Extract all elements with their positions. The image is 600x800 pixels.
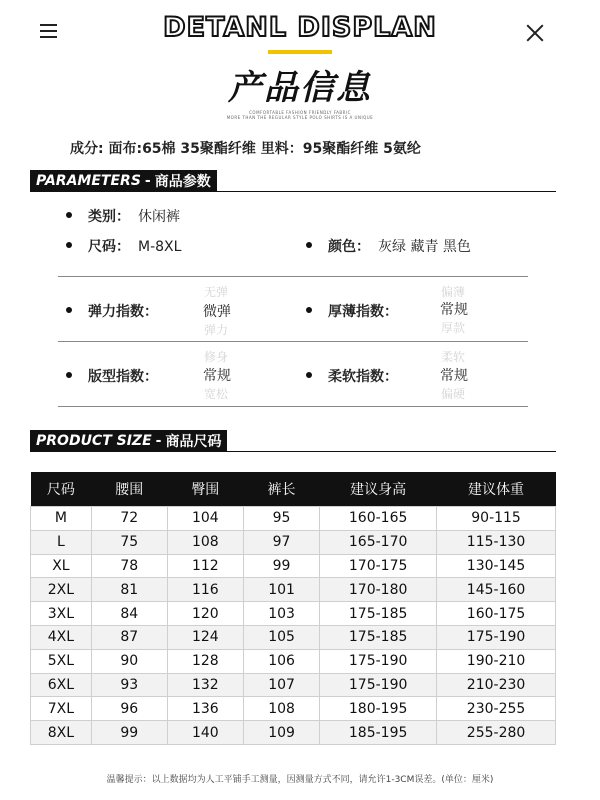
composition-text: 成分: 面布:65棉 35聚酯纤维 里料：95聚酯纤维 5氨纶 [70, 141, 421, 157]
fit-value: 常规 [203, 368, 231, 384]
brand-logo-text: DETANL DISPLAN [163, 12, 437, 43]
table-header-cell: 腰围 [91, 472, 167, 507]
divider-line [58, 276, 528, 277]
table-cell: 230-255 [437, 697, 556, 721]
fit-option-below: 宽松 [204, 387, 229, 401]
bullet-dot [306, 307, 312, 313]
table-cell: 8XL [31, 721, 92, 745]
table-cell: 170-180 [320, 578, 437, 602]
table-row [31, 554, 556, 578]
table-cell: 108 [243, 697, 319, 721]
table-cell: 7XL [31, 697, 92, 721]
table-cell: 255-280 [437, 721, 556, 745]
table-cell: 95 [243, 507, 319, 531]
table-cell: M [31, 507, 92, 531]
divider-line [58, 341, 528, 342]
section-underline [30, 451, 556, 452]
table-cell: XL [31, 554, 92, 578]
table-cell: 116 [167, 578, 243, 602]
table-cell: 128 [167, 649, 243, 673]
table-cell: 99 [91, 721, 167, 745]
table-cell: 145-160 [437, 578, 556, 602]
table-header-cell: 建议身高 [320, 472, 437, 507]
bullet-dot [66, 372, 72, 378]
bullet-dot [66, 212, 72, 218]
table-cell: 96 [91, 697, 167, 721]
table-cell: 130-145 [437, 554, 556, 578]
section-dash: - [155, 433, 162, 449]
section-title-cn: 商品尺码 [165, 434, 222, 450]
table-cell: 105 [243, 625, 319, 649]
table-cell: 160-165 [320, 507, 437, 531]
table-cell: 90 [91, 649, 167, 673]
table-header-row [31, 472, 556, 507]
table-cell: 136 [167, 697, 243, 721]
table-cell: 175-190 [320, 649, 437, 673]
table-cell: 81 [91, 578, 167, 602]
table-cell: 4XL [31, 625, 92, 649]
table-cell: 6XL [31, 673, 92, 697]
table-row [31, 625, 556, 649]
softness-option-below: 偏硬 [441, 387, 466, 401]
table-cell: 108 [167, 530, 243, 554]
table-row [31, 578, 556, 602]
table-row [31, 721, 556, 745]
table-cell: 140 [167, 721, 243, 745]
table-cell: 72 [91, 507, 167, 531]
section-title-en: PARAMETERS [36, 173, 141, 189]
table-cell: 160-175 [437, 602, 556, 626]
table-row [31, 673, 556, 697]
param-fit: 版型指数： [66, 366, 158, 386]
size-table [30, 472, 556, 745]
table-cell: 2XL [31, 578, 92, 602]
table-cell: 75 [91, 530, 167, 554]
table-cell: L [31, 530, 92, 554]
table-cell: 90-115 [437, 507, 556, 531]
subtitle-en-line-2: MORE THAN THE REGULAR STYLE POLO SHIRTS IS A UNIQUE [226, 115, 374, 120]
table-cell: 120 [167, 602, 243, 626]
table-cell: 175-190 [320, 673, 437, 697]
bullet-dot [66, 307, 72, 313]
bullet-dot [66, 242, 72, 248]
table-cell: 99 [243, 554, 319, 578]
section-underline [30, 191, 556, 192]
table-cell: 103 [243, 602, 319, 626]
table-cell: 78 [91, 554, 167, 578]
brand-underline [268, 50, 332, 54]
softness-value: 常规 [440, 368, 468, 384]
elasticity-option-above: 无弹 [204, 285, 229, 299]
table-cell: 175-185 [320, 625, 437, 649]
param-elasticity: 弹力指数： [66, 301, 158, 321]
table-cell: 175-190 [437, 625, 556, 649]
table-cell: 210-230 [437, 673, 556, 697]
table-header-cell: 裤长 [243, 472, 319, 507]
table-header-cell: 尺码 [31, 472, 92, 507]
bullet-dot [306, 242, 312, 248]
table-cell: 112 [167, 554, 243, 578]
fit-option-above: 修身 [204, 350, 229, 364]
table-cell: 124 [167, 625, 243, 649]
param-category: 类别： 休闲裤 [66, 206, 180, 226]
table-cell: 106 [243, 649, 319, 673]
table-cell: 84 [91, 602, 167, 626]
table-row [31, 507, 556, 531]
bullet-dot [306, 372, 312, 378]
table-cell: 190-210 [437, 649, 556, 673]
parameters-section-header [30, 170, 217, 192]
table-cell: 115-130 [437, 530, 556, 554]
section-title-cn: 商品参数 [154, 174, 211, 190]
table-cell: 104 [167, 507, 243, 531]
table-header-cell: 臀围 [167, 472, 243, 507]
top-bar [0, 0, 600, 70]
table-cell: 185-195 [320, 721, 437, 745]
size-section-header [30, 430, 227, 452]
thickness-option-below: 厚款 [441, 321, 466, 335]
table-row [31, 530, 556, 554]
table-cell: 93 [91, 673, 167, 697]
table-cell: 175-185 [320, 602, 437, 626]
param-size: 尺码： M-8XL [66, 236, 181, 256]
title-block [0, 66, 600, 120]
table-cell: 107 [243, 673, 319, 697]
table-cell: 165-170 [320, 530, 437, 554]
divider-line [58, 406, 528, 407]
param-color: 颜色： 灰绿 藏青 黑色 [306, 236, 471, 256]
close-icon[interactable] [524, 22, 546, 44]
table-cell: 3XL [31, 602, 92, 626]
elasticity-option-below: 弹力 [204, 323, 229, 337]
table-cell: 97 [243, 530, 319, 554]
table-row [31, 697, 556, 721]
table-row [31, 602, 556, 626]
footnote: 温馨提示：以上数据均为人工平铺手工测量，因测量方式不同，请允许1-3CM误差。(单位：厘米) [106, 775, 494, 785]
table-cell: 101 [243, 578, 319, 602]
table-cell: 5XL [31, 649, 92, 673]
section-dash: - [144, 173, 151, 189]
table-cell: 87 [91, 625, 167, 649]
thickness-value: 常规 [440, 302, 468, 318]
table-cell: 132 [167, 673, 243, 697]
table-cell: 170-175 [320, 554, 437, 578]
table-cell: 109 [243, 721, 319, 745]
page-title: 产品信息 [228, 68, 372, 108]
table-header-cell: 建议体重 [437, 472, 556, 507]
param-softness: 柔软指数： [306, 366, 398, 386]
subtitle-en-line-1: COMFORTABLE FASHION FRIENDLY FABRIC [249, 110, 351, 115]
param-thickness: 厚薄指数： [306, 301, 398, 321]
table-cell: 180-195 [320, 697, 437, 721]
elasticity-value: 微弹 [203, 304, 231, 320]
table-row [31, 649, 556, 673]
section-title-en: PRODUCT SIZE [36, 433, 152, 449]
softness-option-above: 柔软 [441, 350, 466, 364]
thickness-option-above: 偏薄 [441, 285, 466, 299]
